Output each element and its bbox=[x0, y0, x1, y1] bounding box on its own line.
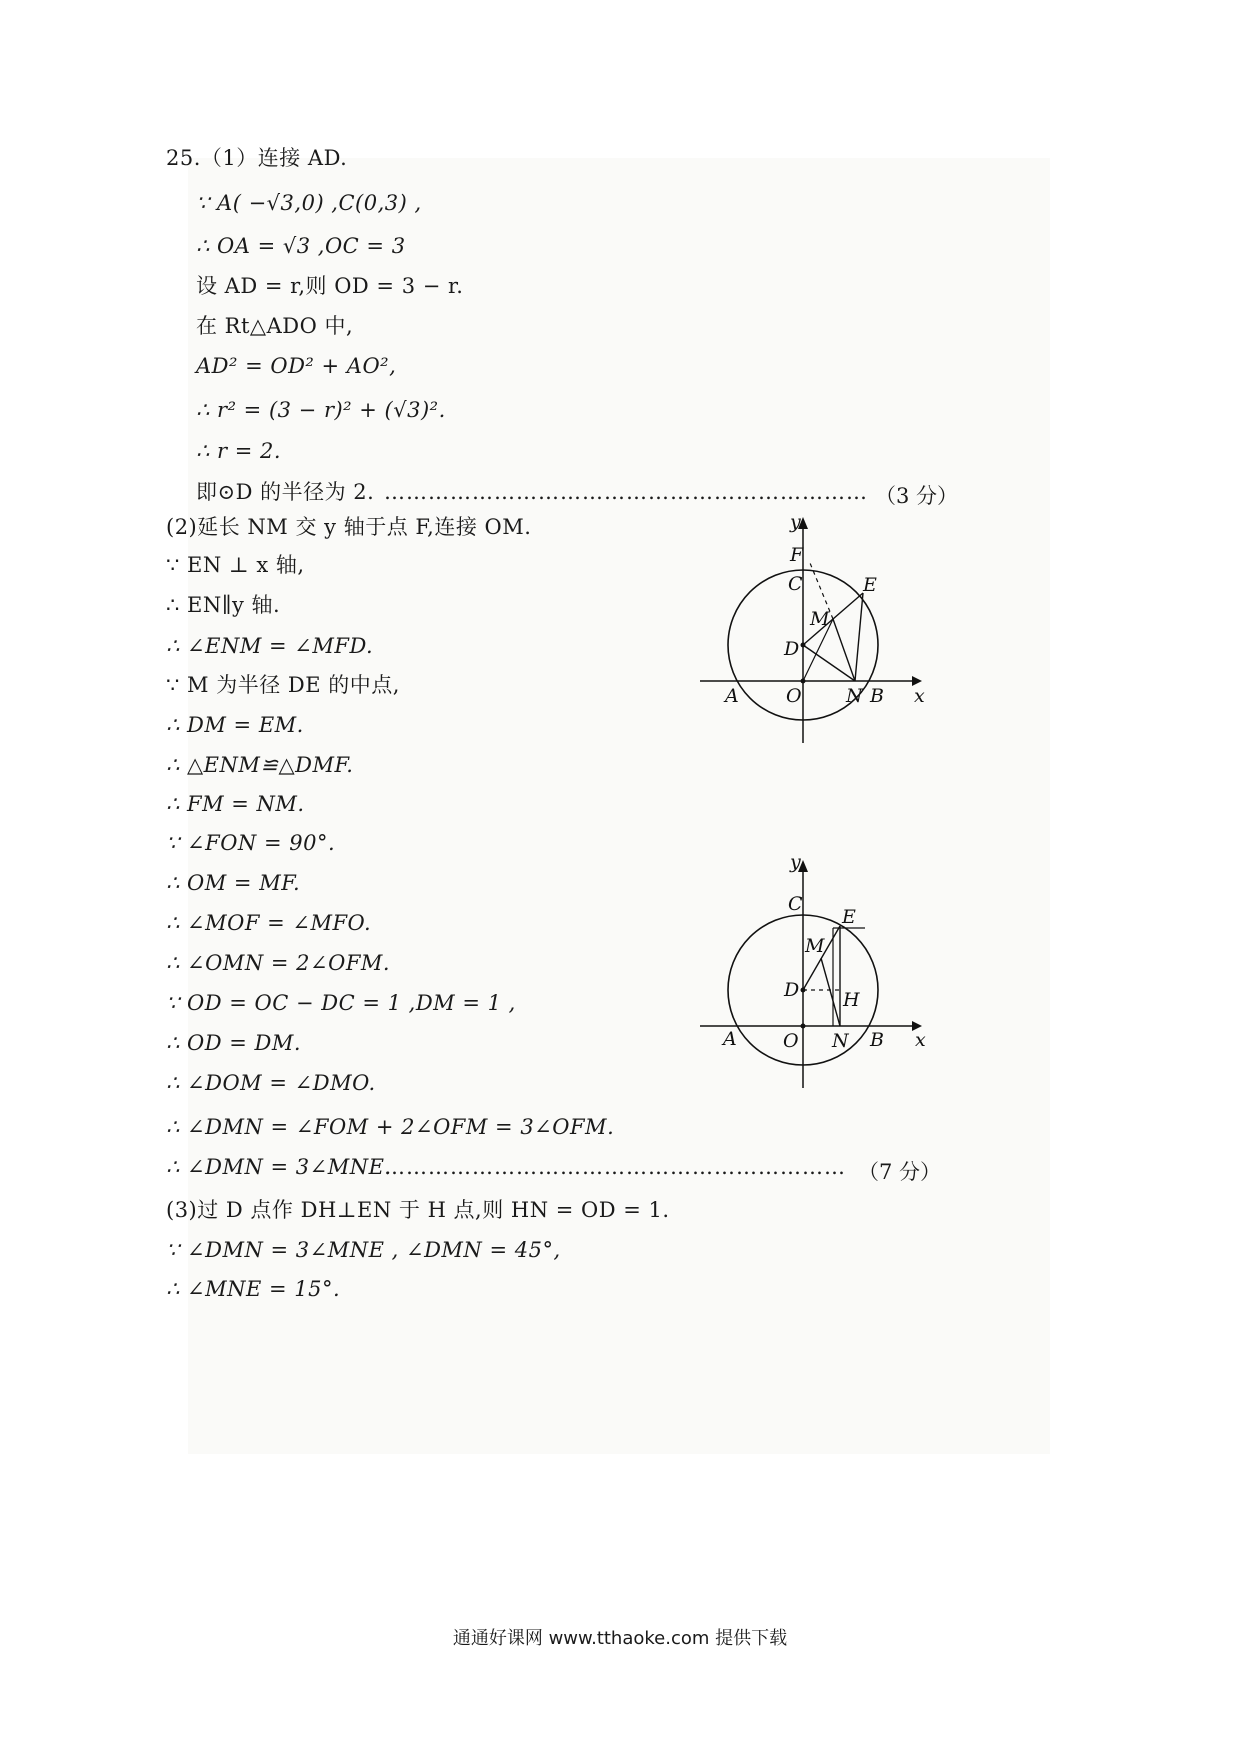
solution-line: ∴ △ENM≌△DMF. bbox=[166, 753, 354, 777]
solution-line: 设 AD = r,则 OD = 3 − r. bbox=[196, 274, 464, 298]
solution-line: ∵ A( −√3,0) ,C(0,3) , bbox=[196, 191, 422, 215]
figure-label: x bbox=[914, 685, 925, 707]
solution-line: ∴ ∠MNE = 15°. bbox=[166, 1277, 341, 1301]
figure-label: N bbox=[846, 685, 863, 707]
geometry-figure-1 bbox=[690, 505, 940, 750]
solution-line: AD² = OD² + AO², bbox=[196, 354, 397, 378]
solution-line: (3)过 D 点作 DH⊥EN 于 H 点,则 HN = OD = 1. bbox=[166, 1198, 670, 1222]
figure-label: N bbox=[832, 1030, 849, 1052]
solution-line: ∴ ∠OMN = 2∠OFM. bbox=[166, 951, 391, 975]
solution-line: ∴ r = 2. bbox=[196, 439, 282, 463]
solution-line: ∴ OM = MF. bbox=[166, 871, 301, 895]
solution-line: 在 Rt△ADO 中, bbox=[196, 314, 354, 338]
figure-label: y bbox=[790, 851, 801, 873]
geometry-figure-2 bbox=[690, 848, 940, 1093]
figure-label: E bbox=[863, 574, 877, 596]
figure-label: D bbox=[784, 638, 800, 660]
figure-label: F bbox=[790, 544, 804, 566]
figure-label: A bbox=[725, 685, 739, 707]
figure-label: M bbox=[805, 935, 825, 957]
figure-label: M bbox=[810, 608, 830, 630]
solution-line: ∵ OD = OC − DC = 1 ,DM = 1 , bbox=[166, 991, 516, 1015]
solution-line: 25.（1）连接 AD. bbox=[166, 146, 348, 170]
figure-label: B bbox=[870, 1029, 884, 1051]
solution-line: ∴ ∠DOM = ∠DMO. bbox=[166, 1071, 376, 1095]
solution-line: ∴ OA = √3 ,OC = 3 bbox=[196, 234, 406, 258]
solution-line: ∴ DM = EM. bbox=[166, 713, 304, 737]
score-mark: （3 分） bbox=[875, 484, 959, 508]
solution-line: ∴ ∠ENM = ∠MFD. bbox=[166, 634, 374, 658]
figure-label: A bbox=[723, 1028, 737, 1050]
solution-line: ∴ r² = (3 − r)² + (√3)². bbox=[196, 398, 446, 422]
figure-label: C bbox=[788, 893, 803, 915]
figure-label: D bbox=[784, 979, 800, 1001]
figure-label: H bbox=[843, 989, 860, 1011]
figure-label: x bbox=[915, 1029, 926, 1051]
figure-label: C bbox=[788, 573, 803, 595]
solution-line: ∵ ∠DMN = 3∠MNE , ∠DMN = 45°, bbox=[166, 1238, 561, 1262]
figure-label: O bbox=[786, 685, 802, 707]
score-mark: （7 分） bbox=[858, 1160, 942, 1184]
solution-line: (2)延长 NM 交 y 轴于点 F,连接 OM. bbox=[166, 515, 532, 539]
solution-line: ∵ ∠FON = 90°. bbox=[166, 831, 336, 855]
solution-line: ∴ ∠DMN = 3∠MNE. bbox=[166, 1155, 392, 1179]
figure-label: E bbox=[842, 906, 856, 928]
solution-line: ∵ M 为半径 DE 的中点, bbox=[166, 673, 400, 697]
solution-line: ∵ EN ⊥ x 轴, bbox=[166, 553, 305, 577]
dotted-leader: ………………………………………………………… bbox=[384, 480, 868, 504]
page-footer: 通通好课网 www.tthaoke.com 提供下载 bbox=[452, 1628, 788, 1649]
figure-label: O bbox=[783, 1030, 799, 1052]
solution-line: ∴ ∠MOF = ∠MFO. bbox=[166, 911, 372, 935]
dotted-leader: ……………………………………………………… bbox=[384, 1155, 846, 1179]
solution-line: 即⊙D 的半径为 2. bbox=[196, 480, 375, 504]
figure-label: y bbox=[790, 511, 801, 533]
solution-line: ∴ OD = DM. bbox=[166, 1031, 302, 1055]
solution-line: ∴ EN∥y 轴. bbox=[166, 593, 281, 617]
solution-line: ∴ FM = NM. bbox=[166, 792, 305, 816]
figure-label: B bbox=[870, 685, 884, 707]
solution-line: ∴ ∠DMN = ∠FOM + 2∠OFM = 3∠OFM. bbox=[166, 1115, 615, 1139]
